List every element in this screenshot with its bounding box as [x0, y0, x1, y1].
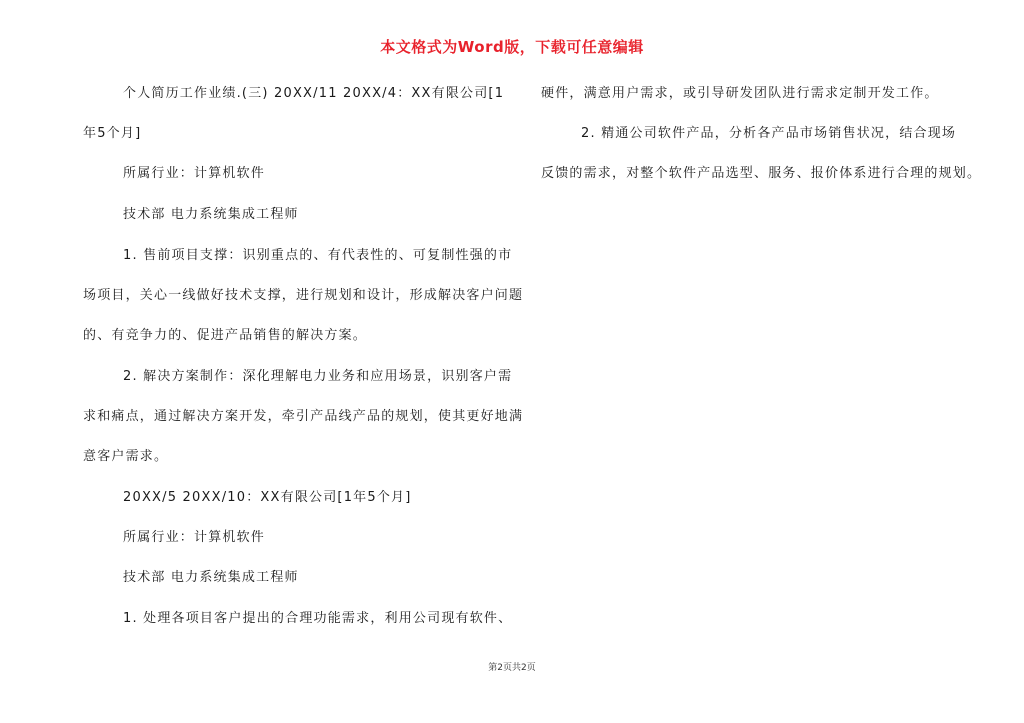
paragraph-line: 场项目，关心一线做好技术支撑，进行规划和设计，形成解决客户问题 [83, 288, 524, 303]
paragraph-line: 2. 精通公司软件产品，分析各产品市场销售状况，结合现场 [581, 126, 957, 141]
paragraph-line: 求和痛点，通过解决方案开发，牵引产品线产品的规划，使其更好地满 [83, 409, 524, 424]
paragraph-line: 硬件，满意用户需求，或引导研发团队进行需求定制开发工作。 [541, 86, 939, 101]
paragraph-line: 2. 解决方案制作：深化理解电力业务和应用场景，识别客户需 [123, 369, 513, 384]
paragraph-line: 所属行业：计算机软件 [123, 166, 266, 181]
paragraph-line: 个人简历工作业绩.(三) 20XX/11 20XX/4：XX有限公司[1 [123, 86, 505, 101]
page-number: 第2页共2页 [488, 663, 536, 673]
paragraph-line: 技术部 电力系统集成工程师 [123, 207, 299, 222]
paragraph-line: 所属行业：计算机软件 [123, 530, 266, 545]
paragraph-line: 1. 处理各项目客户提出的合理功能需求，利用公司现有软件、 [123, 611, 513, 626]
document-banner: 本文格式为Word版，下载可任意编辑 [380, 38, 644, 56]
paragraph-line: 1. 售前项目支撑：识别重点的、有代表性的、可复制性强的市 [123, 248, 513, 263]
paragraph-line: 20XX/5 20XX/10：XX有限公司[1年5个月] [123, 490, 412, 505]
paragraph-line: 反馈的需求，对整个软件产品选型、服务、报价体系进行合理的规划。 [541, 166, 982, 181]
paragraph-line: 年5个月] [83, 126, 142, 141]
paragraph-line: 的、有竞争力的、促进产品销售的解决方案。 [83, 328, 368, 343]
paragraph-line: 意客户需求。 [83, 449, 169, 464]
paragraph-line: 技术部 电力系统集成工程师 [123, 570, 299, 585]
